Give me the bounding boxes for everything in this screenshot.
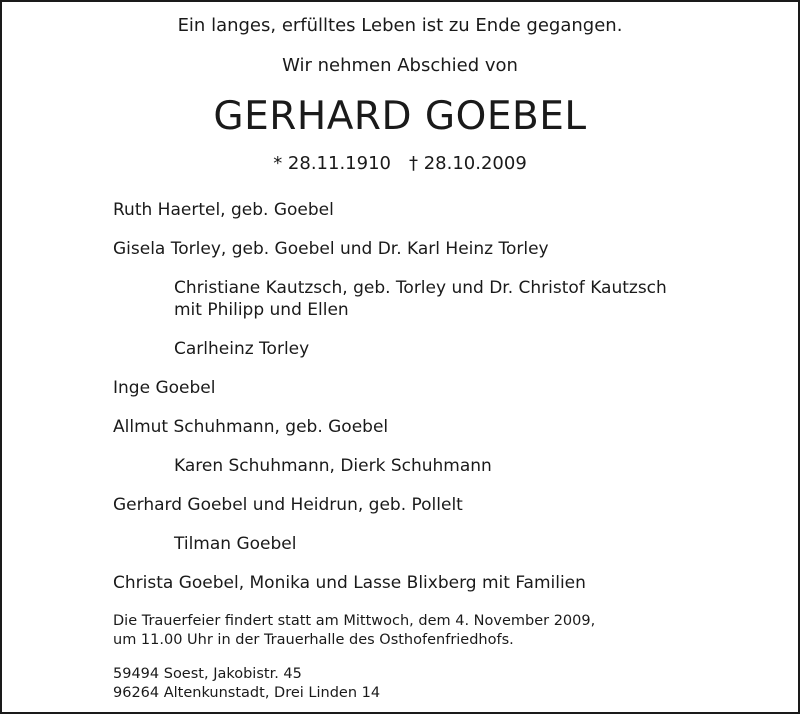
family-entry (113, 277, 793, 321)
address-line: 96264 Altenkunstadt, Drei Linden 14 (113, 685, 381, 701)
family-entry-line: Tilman Goebel (174, 534, 297, 554)
family-entry (113, 199, 793, 221)
intro-text: Ein langes, erfülltes Leben ist zu Ende gegangen. (177, 15, 623, 36)
family-entry (113, 533, 793, 555)
family-entry-line: Gisela Torley, geb. Goebel und Dr. Karl Heinz Torley (113, 239, 549, 259)
family-list (113, 199, 793, 594)
family-entry (113, 455, 793, 477)
ceremony-line: Die Trauerfeier findert statt am Mittwoch, dem 4. November 2009, (113, 613, 596, 629)
family-entry-line: Karen Schuhmann, Dierk Schuhmann (174, 456, 492, 476)
death-date: † 28.10.2009 (409, 153, 527, 174)
family-entry-line: mit Philipp und Ellen (174, 300, 349, 320)
family-entry (113, 494, 793, 516)
family-entry-line: Gerhard Goebel und Heidrun, geb. Pollelt (113, 495, 463, 515)
family-entry (113, 377, 793, 399)
family-entry-line: Carlheinz Torley (174, 339, 310, 359)
address-line: 59494 Soest, Jakobistr. 45 (113, 666, 302, 682)
family-entry-line: Allmut Schuhmann, geb. Goebel (113, 417, 389, 437)
family-entry-line: Christa Goebel, Monika und Lasse Blixberg mit Familien (113, 573, 586, 593)
family-entry (113, 572, 793, 594)
family-entry (113, 416, 793, 438)
ceremony-line: um 11.00 Uhr in der Trauerhalle des Osthofenfriedhofs. (113, 632, 514, 648)
farewell-text: Wir nehmen Abschied von (282, 55, 518, 76)
ceremony-info (113, 612, 793, 650)
family-entry (113, 338, 793, 360)
address-block (113, 665, 793, 703)
family-entry (113, 238, 793, 260)
family-entry-line: Ruth Haertel, geb. Goebel (113, 200, 334, 220)
deceased-name: GERHARD GOEBEL (213, 94, 587, 139)
birth-date: * 28.11.1910 (273, 153, 391, 174)
life-dates (0, 153, 800, 175)
family-entry-line: Inge Goebel (113, 378, 216, 398)
family-entry-line: Christiane Kautzsch, geb. Torley und Dr. Christof Kautzsch (174, 278, 667, 298)
